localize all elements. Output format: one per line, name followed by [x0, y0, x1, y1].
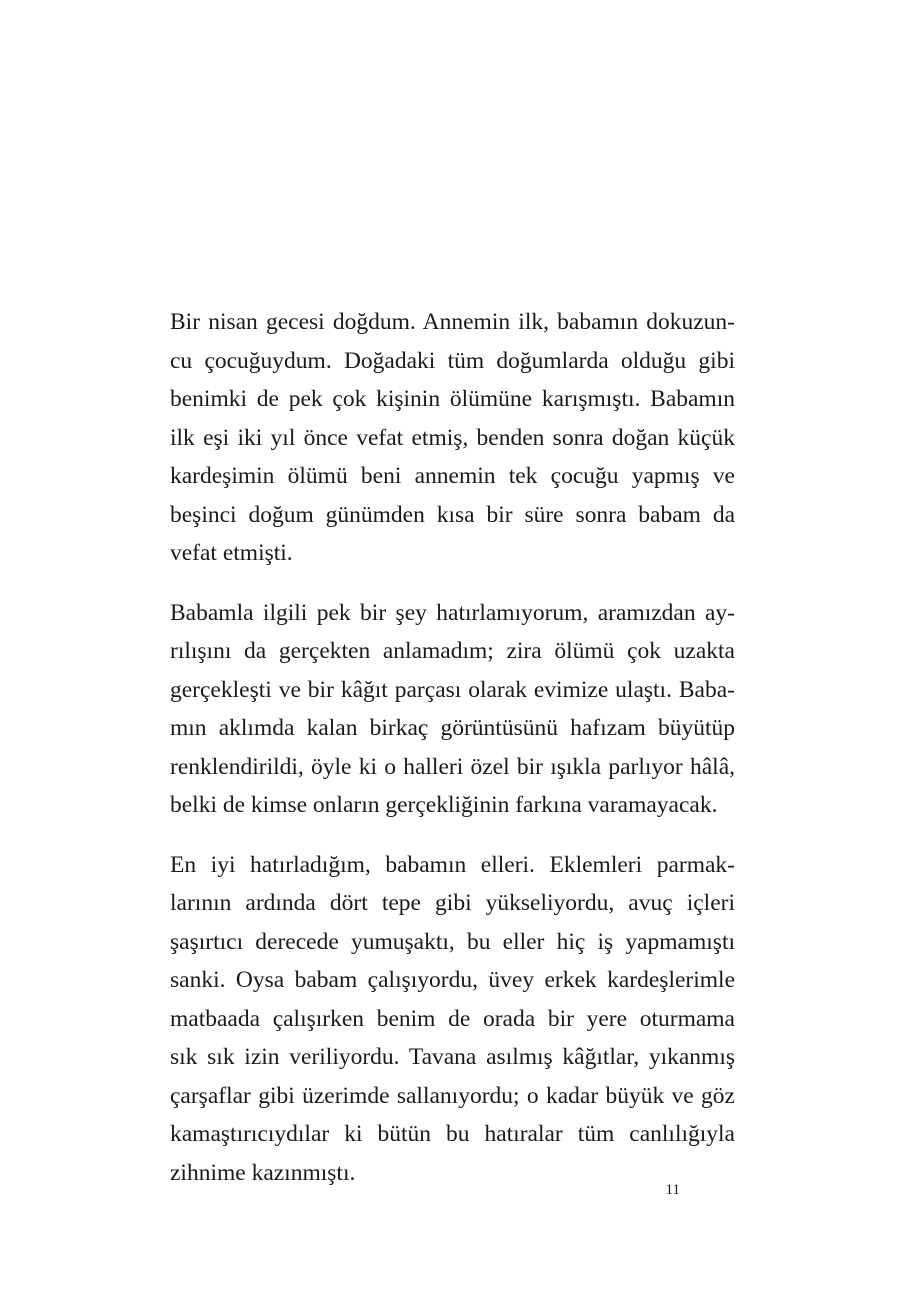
page-number: 11	[665, 1182, 680, 1198]
text-line: cu çocuğuydum. Doğadaki tüm doğumlarda olduğu gibi	[170, 347, 735, 374]
text-line: matbaada çalışırken benim de orada bir yere oturmama	[170, 1005, 735, 1032]
text-line: şaşırtıcı derecede yumuşaktı, bu eller hiç iş yapmamıştı	[170, 928, 735, 955]
text-line: benimki de pek çok kişinin ölümüne karışmıştı. Babamın	[170, 386, 735, 412]
text-line: Babamla ilgili pek bir şey hatırlamıyorum, aramızdan ay-	[170, 599, 735, 626]
text-line: Bir nisan gecesi doğdum. Annemin ilk, babamın dokuzun-	[170, 309, 735, 335]
text-line: kamaştırıcıydılar ki bütün bu hatıralar tüm canlılığıyla	[170, 1121, 735, 1147]
text-line: belki de kimse onların gerçekliğinin farkına varamayacak.	[170, 792, 718, 818]
text-line: renklendirildi, öyle ki o halleri özel bir ışıkla parlıyor hâlâ,	[170, 753, 735, 780]
text-line: mın aklımda kalan birkaç görüntüsünü hafızam büyütüp	[170, 715, 735, 741]
text-line: gerçekleşti ve bir kâğıt parçası olarak evimize ulaştı. Baba-	[170, 676, 735, 703]
text-line: vefat etmişti.	[170, 540, 293, 566]
text-line: zihnime kazınmıştı.	[170, 1159, 356, 1186]
text-line: sanki. Oysa babam çalışıyordu, üvey erkek kardeşlerimle	[170, 967, 735, 993]
text-line: rılışını da gerçekten anlamadım; zira ölümü çok uzakta	[170, 638, 735, 664]
text-line: ilk eşi iki yıl önce vefat etmiş, benden sonra doğan küçük	[170, 424, 735, 451]
paragraph-2	[170, 594, 735, 825]
body-text	[170, 303, 735, 1213]
paragraph-1	[170, 303, 735, 573]
text-line: En iyi hatırladığım, babamın elleri. Eklemleri parmak-	[170, 851, 735, 878]
text-line: sık sık izin veriliyordu. Tavana asılmış kâğıtlar, yıkanmış	[170, 1044, 735, 1070]
paragraph-3	[170, 846, 735, 1193]
text-line: kardeşimin ölümü beni annemin tek çocuğu yapmış ve	[170, 463, 735, 489]
text-line: larının ardında dört tepe gibi yükseliyordu, avuç içleri	[170, 890, 735, 916]
text-line: beşinci doğum günümden kısa bir süre sonra babam da	[170, 501, 735, 528]
text-line: çarşaflar gibi üzerimde sallanıyordu; o kadar büyük ve göz	[170, 1082, 735, 1109]
